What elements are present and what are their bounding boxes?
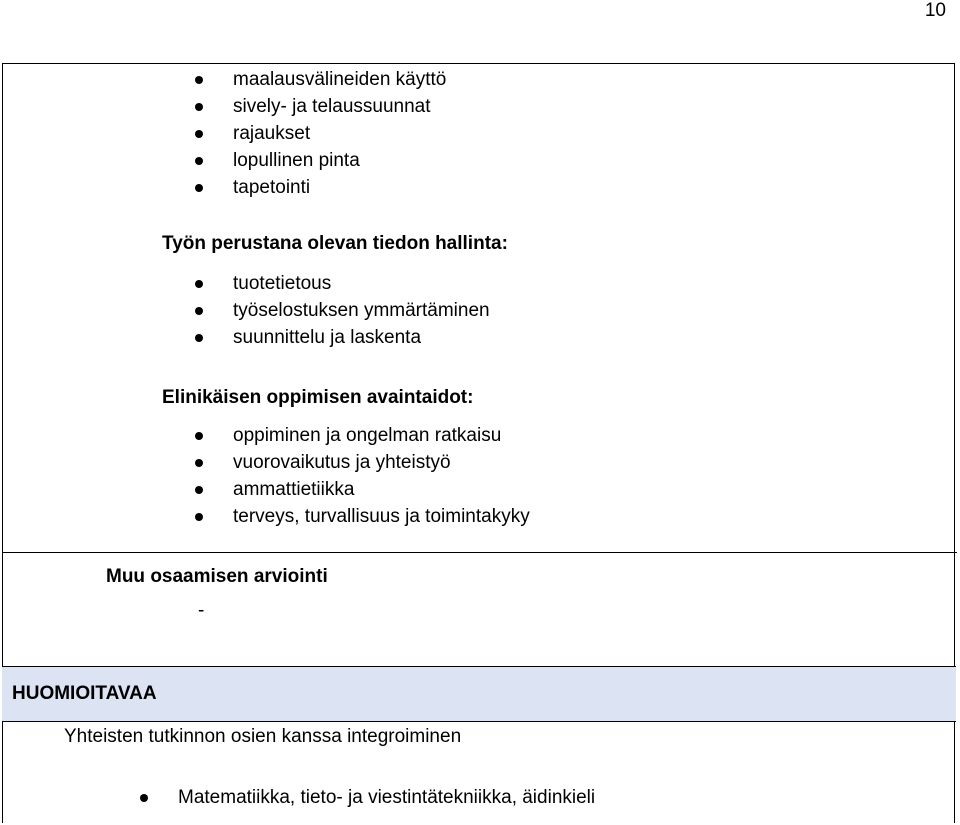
notes-subheading: Yhteisten tutkinnon osien kanssa integroiminen (64, 726, 462, 747)
bullet-icon (195, 130, 203, 138)
list-item: Matematiikka, tieto- ja viestintätekniikka, äidinkieli (178, 784, 595, 811)
section3-heading: Elinikäisen oppimisen avaintaidot: (162, 387, 474, 408)
list-item: ammattietiikka (233, 476, 530, 503)
list-item: suunnittelu ja laskenta (233, 324, 490, 351)
row-divider (2, 552, 957, 553)
list-item: työselostuksen ymmärtäminen (233, 297, 490, 324)
bullet-icon (195, 103, 203, 111)
other-assessment-heading: Muu osaamisen arviointi (106, 566, 328, 587)
bullet-icon (195, 513, 203, 521)
list-item: terveys, turvallisuus ja toimintakyky (233, 503, 530, 530)
section2-heading: Työn perustana olevan tiedon hallinta: (162, 233, 508, 254)
list-item: lopullinen pinta (233, 147, 446, 174)
bullet-icon (195, 280, 203, 288)
bullet-icon (195, 432, 203, 440)
notes-list (178, 784, 595, 811)
section1-list (233, 66, 446, 201)
list-item: sively- ja telaussuunnat (233, 93, 446, 120)
list-item: tapetointi (233, 174, 446, 201)
bullet-icon (195, 486, 203, 494)
section2-list (233, 270, 490, 351)
list-item: vuorovaikutus ja yhteistyö (233, 449, 530, 476)
bullet-icon (140, 794, 148, 802)
other-assessment-value: - (198, 600, 205, 621)
list-item: oppiminen ja ongelman ratkaisu (233, 422, 530, 449)
bullet-icon (195, 459, 203, 467)
list-item: tuotetietous (233, 270, 490, 297)
section3-list (233, 422, 530, 530)
list-item: rajaukset (233, 120, 446, 147)
page-number: 10 (924, 0, 946, 21)
bullet-icon (195, 307, 203, 315)
notes-header-band (2, 666, 956, 722)
bullet-icon (195, 184, 203, 192)
bullet-icon (195, 157, 203, 165)
list-item: maalausvälineiden käyttö (233, 66, 446, 93)
bullet-icon (195, 334, 203, 342)
bullet-icon (195, 76, 203, 84)
notes-heading: HUOMIOITAVAA (12, 683, 157, 704)
